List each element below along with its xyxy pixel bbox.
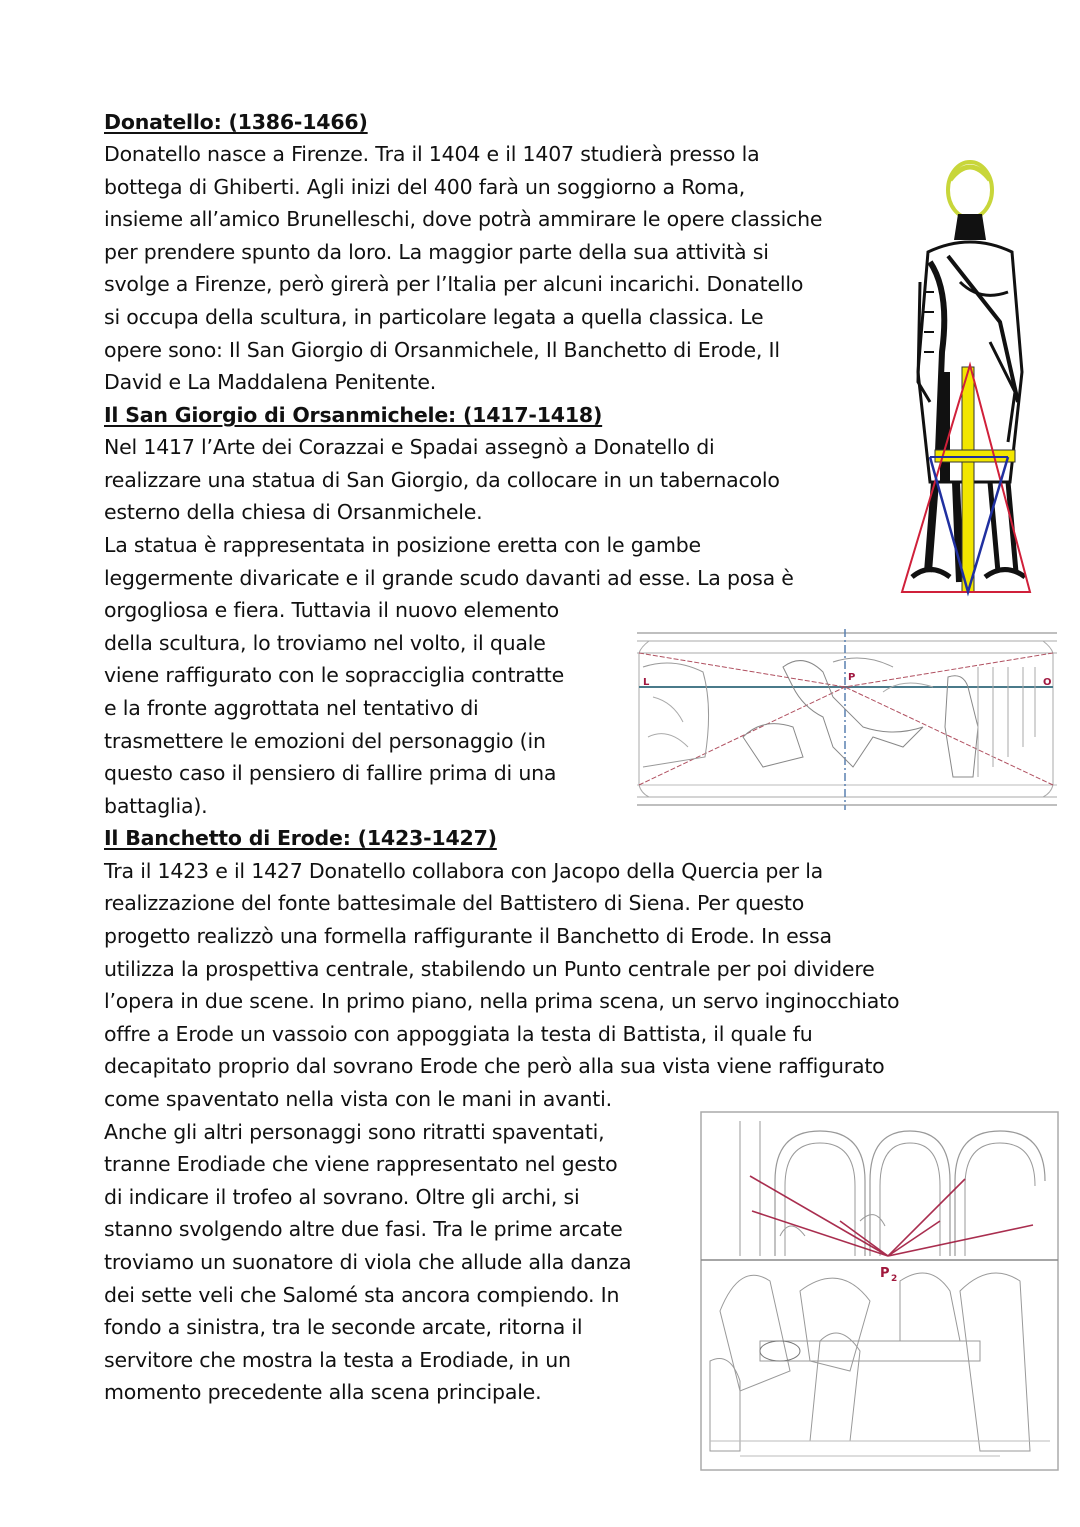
banquet-perspective-figure xyxy=(700,1111,1060,1473)
paragraph-line: momento precedente alla scena principale. xyxy=(104,1380,542,1404)
point-label-subscript: 2 xyxy=(891,1274,898,1284)
paragraph-line: svolge a Firenze, però girerà per l’Italia per alcuni incarichi. Donatello xyxy=(104,272,804,296)
paragraph-line: David e La Maddalena Penitente. xyxy=(104,370,437,394)
paragraph-line: trasmettere le emozioni del personaggio (in xyxy=(104,729,546,753)
paragraph-line: troviamo un suonatore di viola che allude alla danza xyxy=(104,1250,632,1274)
paragraph-line: battaglia). xyxy=(104,794,208,818)
paragraph-line: tranne Erodiade che viene rappresentato nel gesto xyxy=(104,1152,618,1176)
paragraph-line: l’opera in due scene. In primo piano, nella prima scena, un servo inginocchiato xyxy=(104,989,900,1013)
relief-drawing-icon xyxy=(633,627,1060,812)
paragraph-line: fondo a sinistra, tra le seconde arcate, ritorna il xyxy=(104,1315,583,1339)
paragraph-line: decapitato proprio dal sovrano Erode che però alla sua vista viene raffigurato xyxy=(104,1054,885,1078)
paragraph-line: utilizza la prospettiva centrale, stabilendo un Punto centrale per poi dividere xyxy=(104,957,875,981)
paragraph-line: opere sono: Il San Giorgio di Orsanmichele, Il Banchetto di Erode, Il xyxy=(104,338,780,362)
paragraph-line: di indicare il trofeo al sovrano. Oltre gli archi, si xyxy=(104,1185,580,1209)
paragraph-line: offre a Erode un vassoio con appoggiata la testa di Battista, il quale fu xyxy=(104,1022,813,1046)
paragraph-line: bottega di Ghiberti. Agli inizi del 400 farà un soggiorno a Roma, xyxy=(104,175,746,199)
heading-donatello: Donatello: (1386-1466) xyxy=(104,110,368,134)
paragraph-line: realizzazione del fonte battesimale del Battistero di Siena. Per questo xyxy=(104,891,805,915)
relief-perspective-figure xyxy=(633,627,1060,812)
heading-banchetto: Il Banchetto di Erode: (1423-1427) xyxy=(104,826,497,850)
paragraph-line: insieme all’amico Brunelleschi, dove potrà ammirare le opere classiche xyxy=(104,207,823,231)
paragraph-line: Tra il 1423 e il 1427 Donatello collabora con Jacopo della Quercia per la xyxy=(104,859,824,883)
paragraph-line: si occupa della scultura, in particolare legata a quella classica. Le xyxy=(104,305,764,329)
statue-figure xyxy=(890,152,1040,602)
paragraph-line: stanno svolgendo altre due fasi. Tra le prime arcate xyxy=(104,1217,623,1241)
paragraph-line: e la fronte aggrottata nel tentativo di xyxy=(104,696,479,720)
point-label-p: P xyxy=(848,672,856,683)
paragraph-line: orgogliosa e fiera. Tuttavia il nuovo elemento xyxy=(104,598,559,622)
paragraph-line: realizzare una statua di San Giorgio, da collocare in un tabernacolo xyxy=(104,468,780,492)
paragraph-line: leggermente divaricate e il grande scudo davanti ad esse. La posa è xyxy=(104,566,794,590)
banquet-drawing-icon xyxy=(700,1111,1060,1473)
heading-san-giorgio: Il San Giorgio di Orsanmichele: (1417-1418) xyxy=(104,403,603,427)
paragraph-line: Donatello nasce a Firenze. Tra il 1404 e il 1407 studierà presso la xyxy=(104,142,760,166)
paragraph-line: Nel 1417 l’Arte dei Corazzai e Spadai assegnò a Donatello di xyxy=(104,435,715,459)
point-label-o: O xyxy=(1043,677,1052,688)
paragraph-line: esterno della chiesa di Orsanmichele. xyxy=(104,500,483,524)
point-label-l: L xyxy=(643,677,650,688)
paragraph-line: della scultura, lo troviamo nel volto, il quale xyxy=(104,631,546,655)
paragraph-line: questo caso il pensiero di fallire prima di una xyxy=(104,761,557,785)
paragraph-line: La statua è rappresentata in posizione eretta con le gambe xyxy=(104,533,701,557)
paragraph-line: Anche gli altri personaggi sono ritratti spaventati, xyxy=(104,1120,605,1144)
paragraph-line: servitore che mostra la testa a Erodiade, in un xyxy=(104,1348,571,1372)
point-label-p2: P xyxy=(880,1266,890,1281)
paragraph-line: viene raffigurato con le sopracciglia contratte xyxy=(104,663,564,687)
paragraph-line: progetto realizzò una formella raffigurante il Banchetto di Erode. In essa xyxy=(104,924,832,948)
paragraph-line: per prendere spunto da loro. La maggior parte della sua attività si xyxy=(104,240,769,264)
paragraph-line: dei sette veli che Salomé sta ancora compiendo. In xyxy=(104,1283,620,1307)
paragraph-line: come spaventato nella vista con le mani in avanti. xyxy=(104,1087,612,1111)
statue-drawing-icon xyxy=(890,152,1040,602)
